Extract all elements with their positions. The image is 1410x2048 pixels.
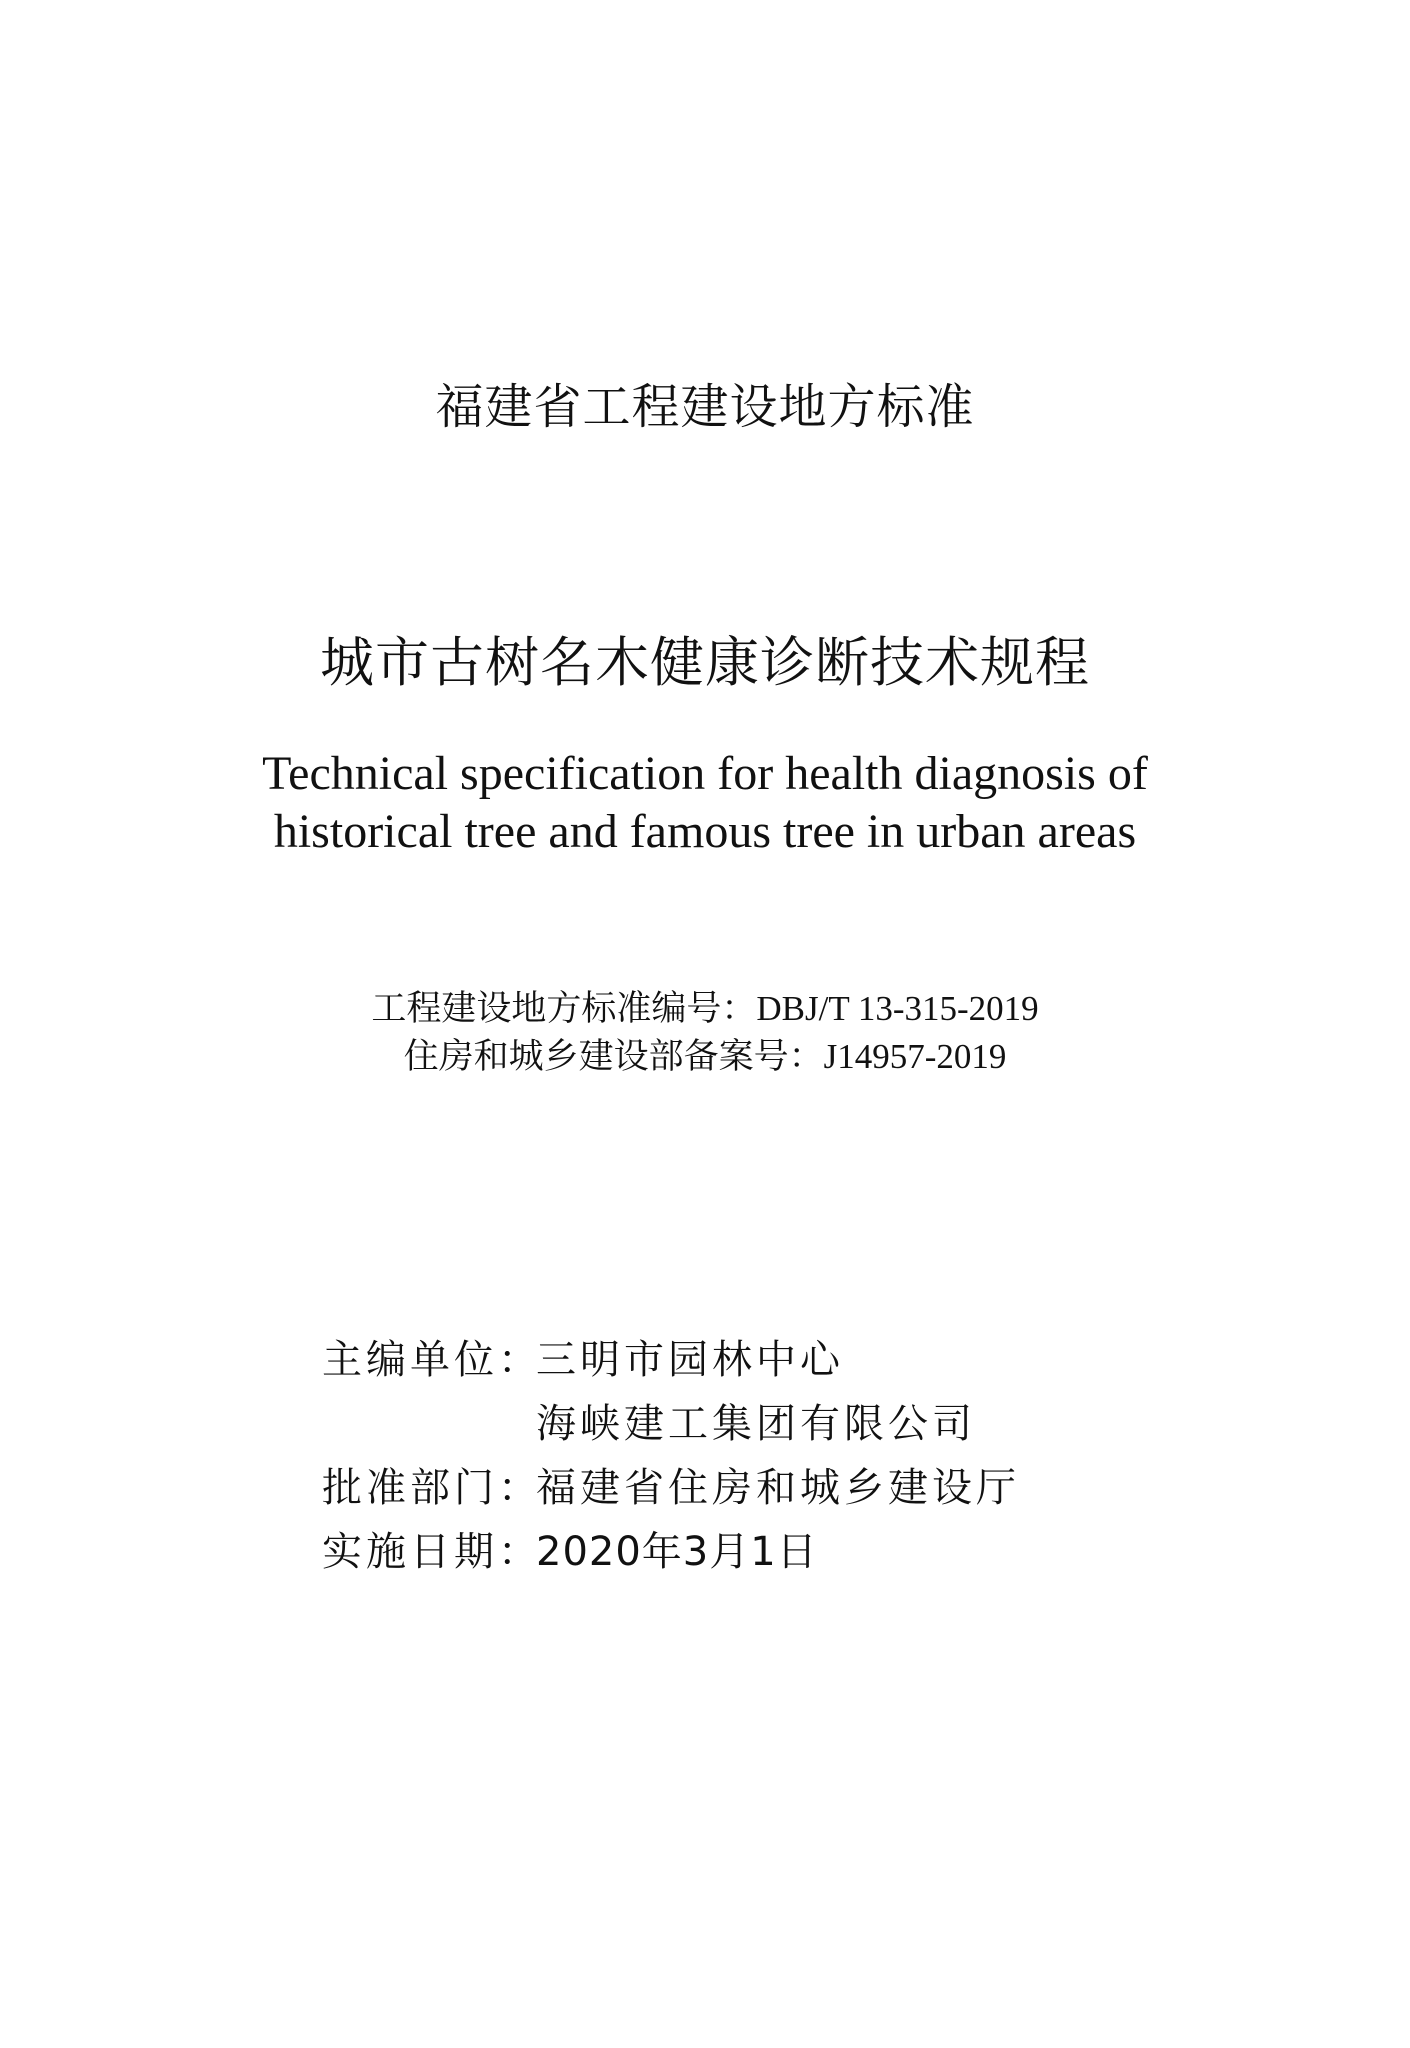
editor-label: 主编单位： (322, 1337, 542, 1383)
record-number-line (0, 1033, 1410, 1081)
publication-info (322, 1328, 1020, 1584)
standard-number-value: DBJ/T 13-315-2019 (756, 989, 1039, 1028)
document-title-english (0, 745, 1410, 861)
editor-row (322, 1328, 1020, 1392)
document-title-english-line-2: historical tree and famous tree in urban areas (273, 805, 1137, 858)
standard-type-heading: 福建省工程建设地方标准 (435, 379, 975, 435)
editor-row-2 (322, 1392, 1020, 1456)
document-title-english-line-1: Technical specification for health diagnosis of (262, 747, 1148, 800)
date-label: 实施日期： (322, 1529, 542, 1575)
approval-label: 批准部门： (322, 1465, 542, 1511)
document-title-chinese: 城市古树名木健康诊断技术规程 (320, 631, 1090, 694)
record-number-label: 住房和城乡建设部备案号： (403, 1037, 824, 1077)
record-number-value: J14957-2019 (823, 1037, 1007, 1076)
implementation-date-value: 2020年3月1日 (536, 1529, 818, 1575)
editor-value-2: 海峡建工集团有限公司 (536, 1401, 976, 1447)
date-row (322, 1520, 1020, 1584)
editor-value-1: 三明市园林中心 (536, 1337, 844, 1383)
standard-number-label: 工程建设地方标准编号： (371, 989, 757, 1029)
standard-number-line (0, 985, 1410, 1033)
approval-row (322, 1456, 1020, 1520)
standard-codes (0, 985, 1410, 1081)
approval-value: 福建省住房和城乡建设厅 (536, 1465, 1020, 1511)
